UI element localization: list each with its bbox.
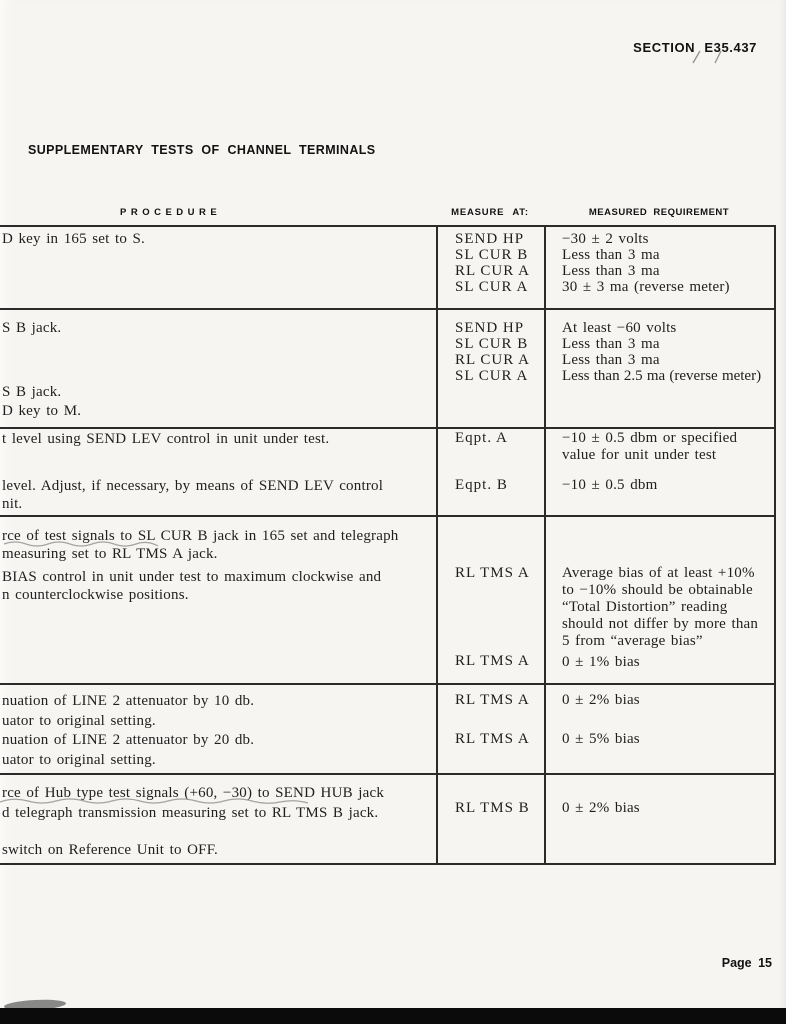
measure-cell [455, 692, 530, 747]
column-header-measure-at: MEASURE AT: [451, 207, 529, 218]
procedure-line: nit. [2, 496, 23, 512]
procedure-line: S B jack. [2, 320, 62, 336]
measure-point: RL TMS A [455, 565, 530, 581]
measure-cell [455, 800, 530, 816]
column-divider [436, 225, 438, 865]
measure-point: RL TMS B [455, 800, 530, 816]
requirement-line: Less than 3 ma [562, 336, 660, 352]
requirement-line: Less than 3 ma [562, 247, 660, 263]
procedure-line: D key to M. [2, 403, 82, 419]
measure-point: SEND HP [455, 231, 525, 247]
requirement-cell [562, 692, 774, 747]
row-separator [0, 308, 776, 310]
procedure-line: d telegraph transmission measuring set to RL TMS B jack. [2, 805, 379, 821]
measure-cell [455, 231, 530, 295]
procedure-cell [2, 692, 432, 770]
measure-point: SL CUR B [455, 247, 529, 263]
requirement-line: Less than 2.5 ma (reverse meter) [562, 368, 762, 384]
requirement-line: value for unit under test [562, 447, 717, 463]
table-border-bottom [0, 863, 776, 865]
procedure-line: nuation of LINE 2 attenuator by 10 db. [2, 693, 255, 709]
scan-edge-bar [0, 1008, 786, 1024]
requirement-line: 5 from “average bias” [562, 633, 703, 649]
table-border-top [0, 225, 776, 227]
procedure-line: D key in 165 set to S. [2, 231, 145, 247]
requirement-line: 0 ± 2% bias [562, 692, 640, 708]
requirement-line: −10 ± 0.5 dbm or specified [562, 430, 738, 446]
requirement-cell [562, 320, 776, 384]
requirement-line: At least −60 volts [562, 320, 677, 336]
procedure-line: measuring set to RL TMS A jack. [2, 546, 218, 562]
row-separator [0, 773, 776, 775]
procedure-line: rce of test signals to SL CUR B jack in 165 set and telegraph [2, 528, 399, 544]
requirement-line: Less than 3 ma [562, 263, 660, 279]
procedure-line: uator to original setting. [2, 712, 156, 729]
procedure-line: uator to original setting. [2, 751, 156, 768]
measure-point: RL CUR A [455, 263, 530, 279]
measure-point: RL TMS A [455, 653, 530, 669]
measure-cell [455, 430, 508, 493]
requirement-line: to −10% should be obtainable [562, 582, 753, 598]
procedure-line: rce of Hub type test signals (+60, −30) to SEND HUB jack [2, 785, 385, 801]
row-separator [0, 683, 776, 685]
procedure-line: nuation of LINE 2 attenuator by 20 db. [2, 732, 255, 748]
measure-cell [455, 565, 530, 669]
procedure-line: n counterclockwise positions. [2, 587, 189, 603]
procedure-cell [2, 320, 432, 420]
requirement-line: 0 ± 5% bias [562, 731, 640, 747]
requirement-line: 30 ± 3 ma (reverse meter) [562, 279, 730, 295]
requirement-line: 0 ± 1% bias [562, 654, 640, 670]
measure-point: SL CUR B [455, 336, 529, 352]
requirement-line: −10 ± 0.5 dbm [562, 477, 658, 493]
requirement-cell [562, 430, 774, 494]
procedure-cell [2, 430, 432, 513]
measure-point: SL CUR A [455, 279, 529, 295]
measure-point: SEND HP [455, 320, 525, 336]
procedure-line: level. Adjust, if necessary, by means of SEND LEV control [2, 478, 384, 494]
requirement-line: −30 ± 2 volts [562, 231, 649, 247]
procedure-line: S B jack. [2, 384, 62, 400]
procedure-cell [2, 527, 434, 604]
row-separator [0, 515, 776, 517]
measure-point: RL TMS A [455, 731, 530, 747]
requirement-cell [562, 565, 774, 671]
requirement-line: 0 ± 2% bias [562, 800, 640, 816]
requirement-line: Less than 3 ma [562, 352, 660, 368]
measure-cell [455, 320, 530, 384]
measure-point: Eqpt. B [455, 477, 508, 493]
procedure-cell [2, 783, 434, 860]
row-separator [0, 427, 776, 429]
section-label: SECTION E35.437 [633, 40, 757, 55]
procedure-line: switch on Reference Unit to OFF. [2, 842, 218, 858]
procedure-cell [2, 231, 432, 248]
measure-point: Eqpt. A [455, 430, 508, 446]
procedure-line: t level using SEND LEV control in unit under test. [2, 431, 330, 447]
measure-point: RL CUR A [455, 352, 530, 368]
doc-title: SUPPLEMENTARY TESTS OF CHANNEL TERMINALS [28, 143, 376, 157]
procedure-line: BIAS control in unit under test to maximum clockwise and [2, 569, 382, 585]
requirement-line: should not differ by more than [562, 616, 759, 632]
measure-point: SL CUR A [455, 368, 529, 384]
page-number: Page 15 [721, 956, 772, 970]
requirement-line: Average bias of at least +10% [562, 565, 755, 581]
column-header-procedure: PROCEDURE [120, 207, 222, 218]
requirement-cell [562, 231, 774, 295]
column-header-measured-requirement: MEASURED REQUIREMENT [588, 207, 730, 218]
requirement-line: “Total Distortion” reading [562, 599, 728, 615]
measure-point: RL TMS A [455, 692, 530, 708]
requirement-cell [562, 800, 774, 816]
column-divider [544, 225, 546, 865]
